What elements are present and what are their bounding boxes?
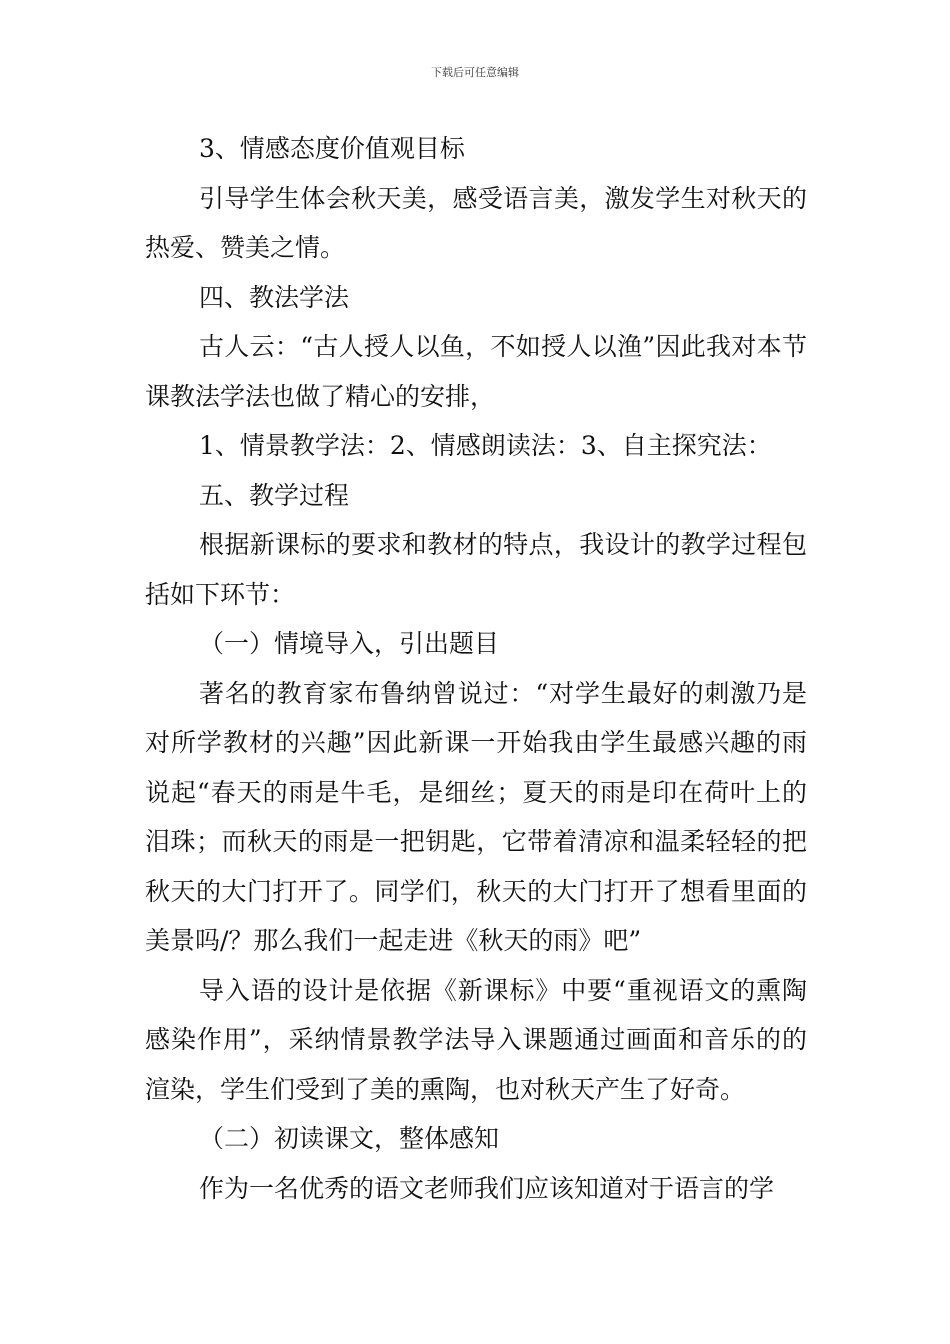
paragraph-first-reading: 作为一名优秀的语文老师我们应该知道对于语言的学 (199, 1173, 775, 1203)
subheading-introduction: （一）情境导入，引出题目 (199, 629, 500, 658)
paragraph-method-list: 1、情景教学法：2、情感朗读法：3、自主探究法： (199, 431, 772, 460)
document-body (145, 124, 807, 1213)
paragraph-introduction: 著名的教育家布鲁纳曾说过：“对学生最好的刺激乃是对所学教材的兴趣”因此新课一开始我由学生最感兴趣的雨说起“春天的雨是牛毛，是细丝；夏天的雨是印在荷叶上的泪珠；而秋天的雨是一把钥匙，它带着清凉和温柔轻轻的把秋天的大门打开了。同学们，秋天的大门打开了想看里面的美景吗/？那么我们一起走进《秋天的雨》吧” (145, 678, 807, 955)
paragraph-teaching-process: 根据新课标的要求和教材的特点，我设计的教学过程包括如下环节： (145, 530, 807, 609)
paragraph-introduction-rationale: 导入语的设计是依据《新课标》中要“重视语文的熏陶感染作用”，采纳情景教学法导入课题通过画面和音乐的的渲染，学生们受到了美的熏陶，也对秋天产生了好奇。 (145, 975, 807, 1104)
subheading-first-reading: （二）初读课文，整体感知 (199, 1124, 500, 1153)
section-heading-teaching-methods: 四、教法学法 (199, 282, 350, 312)
paragraph-emotion-goals: 引导学生体会秋天美，感受语言美，激发学生对秋天的热爱、赞美之情。 (145, 183, 807, 262)
section-heading-teaching-process: 五、教学过程 (199, 480, 350, 510)
section-heading-emotion-goals: 3、情感态度价值观目标 (199, 134, 465, 163)
page-header: 下载后可任意编辑 (431, 66, 519, 79)
paragraph-teaching-methods: 古人云：“古人授人以鱼，不如授人以渔”因此我对本节课教法学法也做了精心的安排， (145, 332, 807, 411)
